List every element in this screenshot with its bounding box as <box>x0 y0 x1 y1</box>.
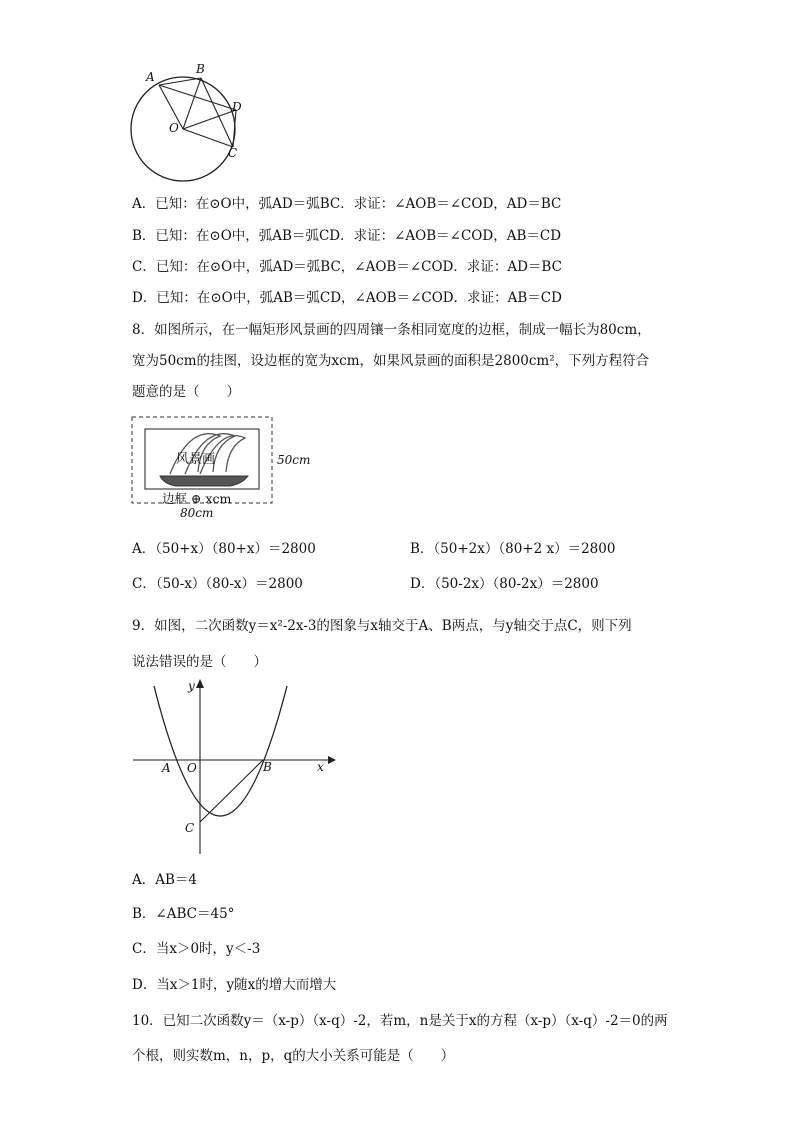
q9-stem-line2: 说法错误的是（ ） <box>132 654 267 670</box>
q7-figure <box>125 58 265 178</box>
q9-option-d: D．当x＞1时，y随x的增大而增大 <box>132 977 337 993</box>
q9-option-c: C．当x＞0时，y＜-3 <box>132 941 261 957</box>
radius-ob <box>183 78 201 129</box>
q7-option-c: C．已知：在⊙O中，弧AD＝弧BC，∠AOB＝∠COD．求证：AD＝BC <box>132 259 562 275</box>
q8-stem-line3: 题意的是（ ） <box>132 384 240 400</box>
q9-option-b: B．∠ABC＝45° <box>132 906 235 922</box>
radius-od <box>183 110 236 129</box>
q7-option-a: A．已知：在⊙O中，弧AD＝弧BC．求证：∠AOB＝∠COD，AD＝BC <box>132 196 562 212</box>
label-c: C <box>228 146 238 160</box>
q8-option-a: A．（50+x）（80+x）＝2800 <box>132 541 316 557</box>
x-axis-arrow <box>328 756 336 764</box>
height-label: 50cm <box>277 453 311 467</box>
label-c: C <box>185 821 195 835</box>
label-b: B <box>196 62 205 76</box>
chord-ab <box>159 78 201 85</box>
q9-figure <box>130 676 340 858</box>
label-d: D <box>232 100 242 114</box>
q10-stem-line2: 个根，则实数m，n，p，q的大小关系可能是（ ） <box>132 1048 455 1064</box>
q8-stem-line2: 宽为50cm的挂图，设边框的宽为xcm，如果风景画的面积是2800cm²，下列方程符合 <box>132 353 650 369</box>
q8-option-d: D．（50-2x）（80-2x）＝2800 <box>410 576 599 592</box>
q9-stem-line1: 9．如图，二次函数y＝x²-2x-3的图象与x轴交于A、B两点，与y轴交于点C，则下列 <box>132 618 632 634</box>
parabola-curve <box>154 686 287 816</box>
q8-option-b: B．（50+2x）（80+2 x）＝2800 <box>410 541 616 557</box>
y-axis-arrow <box>196 679 204 688</box>
q8-figure <box>130 414 320 524</box>
width-label: 80cm <box>180 506 214 520</box>
q7-option-d: D．已知：在⊙O中，弧AB＝弧CD，∠AOB＝∠COD．求证：AB＝CD <box>132 290 562 306</box>
label-y: y <box>188 679 195 693</box>
label-x: x <box>317 760 324 774</box>
label-b: B <box>263 760 272 774</box>
q9-option-a: A．AB＝4 <box>132 872 198 888</box>
painting-label: 风景画 <box>176 452 216 467</box>
frame-diagram <box>130 414 320 524</box>
q8-option-c: C．（50-x）（80-x）＝2800 <box>132 576 303 592</box>
label-a: A <box>146 70 155 84</box>
label-o: O <box>187 761 197 775</box>
label-a: A <box>162 761 171 775</box>
label-o: O <box>169 121 179 135</box>
q7-option-b: B．已知：在⊙O中，弧AB＝弧CD．求证：∠AOB＝∠COD，AB＝CD <box>132 228 562 244</box>
q8-stem-line1: 8．如图所示，在一幅矩形风景画的四周镶一条相同宽度的边框，制成一幅长为80cm， <box>132 322 651 338</box>
q10-stem-line1: 10．已知二次函数y＝（x-p）（x-q）-2，若m，n是关于x的方程（x-p）（x-q）-2＝0的两 <box>132 1013 668 1029</box>
border-label: 边框 ⊕ xcm <box>162 491 232 506</box>
